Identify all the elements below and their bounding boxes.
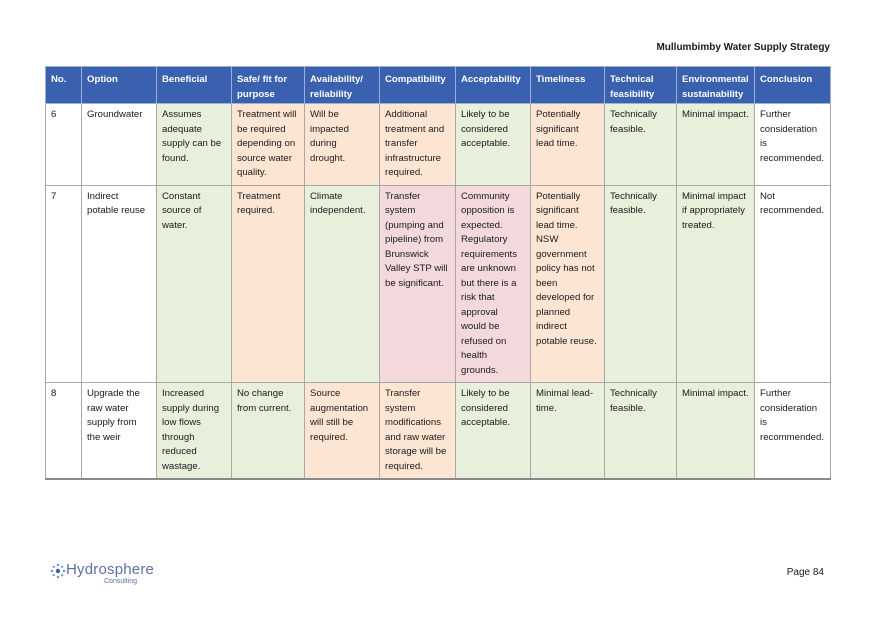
col-header-no: No.: [46, 67, 82, 104]
col-header-option: Option: [82, 67, 157, 104]
cell-acceptability: Likely to be considered acceptable.: [456, 104, 531, 186]
col-header-conclusion: Conclusion: [755, 67, 831, 104]
cell-environmental: Minimal impact.: [677, 383, 755, 480]
col-header-compatibility: Compatibility: [380, 67, 456, 104]
cell-option: Upgrade the raw water supply from the weir: [82, 383, 157, 480]
table-header-row: [46, 67, 831, 104]
cell-technical: Technically feasible.: [605, 104, 677, 186]
cell-safe: Treatment will be required depending on source water quality.: [232, 104, 305, 186]
table-row: [46, 383, 831, 480]
logo-subtitle: Consulting: [104, 578, 138, 585]
cell-compatibility: Additional treatment and transfer infrastructure required.: [380, 104, 456, 186]
col-header-acceptability: Acceptability: [456, 67, 531, 104]
col-header-safe: Safe/ fit for purpose: [232, 67, 305, 104]
cell-environmental: Minimal impact if appropriately treated.: [677, 185, 755, 383]
cell-timeliness: Potentially significant lead time.: [531, 104, 605, 186]
cell-beneficial: Increased supply during low flows through reduced wastage.: [157, 383, 232, 480]
cell-conclusion: Further consideration is recommended.: [755, 383, 831, 480]
cell-availability: Will be impacted during drought.: [305, 104, 380, 186]
table-row: [46, 104, 831, 186]
cell-option: Groundwater: [82, 104, 157, 186]
col-header-beneficial: Beneficial: [157, 67, 232, 104]
options-assessment-table-container: [45, 66, 830, 480]
col-header-availability: Availability/ reliability: [305, 67, 380, 104]
col-header-technical: Technical feasibility: [605, 67, 677, 104]
cell-technical: Technically feasible.: [605, 185, 677, 383]
cell-safe: Treatment required.: [232, 185, 305, 383]
cell-acceptability: Community opposition is expected. Regulatory requirements are unknown but there is a risk that approval would be refused on health grounds.: [456, 185, 531, 383]
cell-compatibility: Transfer system (pumping and pipeline) from Brunswick Valley STP will be significant.: [380, 185, 456, 383]
cell-timeliness: Potentially significant lead time. NSW government policy has not been developed for planned indirect potable reuse.: [531, 185, 605, 383]
cell-conclusion: Not recommended.: [755, 185, 831, 383]
logo-wordmark: Hydrosphere: [66, 561, 155, 578]
cell-technical: Technically feasible.: [605, 383, 677, 480]
cell-conclusion: Further consideration is recommended.: [755, 104, 831, 186]
cell-availability: Source augmentation will still be required.: [305, 383, 380, 480]
document-title: Mullumbimby Water Supply Strategy: [656, 42, 830, 53]
cell-environmental: Minimal impact.: [677, 104, 755, 186]
table-row: [46, 185, 831, 383]
col-header-environmental: Environmental sustainability: [677, 67, 755, 104]
page-number: Page 84: [786, 567, 824, 578]
cell-availability: Climate independent.: [305, 185, 380, 383]
cell-compatibility: Transfer system modifications and raw water storage will be required.: [380, 383, 456, 480]
cell-beneficial: Assumes adequate supply can be found.: [157, 104, 232, 186]
col-header-timeliness: Timeliness: [531, 67, 605, 104]
cell-timeliness: Minimal lead-time.: [531, 383, 605, 480]
hydrosphere-logo-icon: [50, 563, 66, 584]
cell-option: Indirect potable reuse: [82, 185, 157, 383]
cell-no: 6: [46, 104, 82, 186]
cell-no: 7: [46, 185, 82, 383]
cell-safe: No change from current.: [232, 383, 305, 480]
options-assessment-table: [45, 66, 831, 480]
cell-no: 8: [46, 383, 82, 480]
cell-acceptability: Likely to be considered acceptable.: [456, 383, 531, 480]
cell-beneficial: Constant source of water.: [157, 185, 232, 383]
hydrosphere-logo: [50, 562, 154, 585]
